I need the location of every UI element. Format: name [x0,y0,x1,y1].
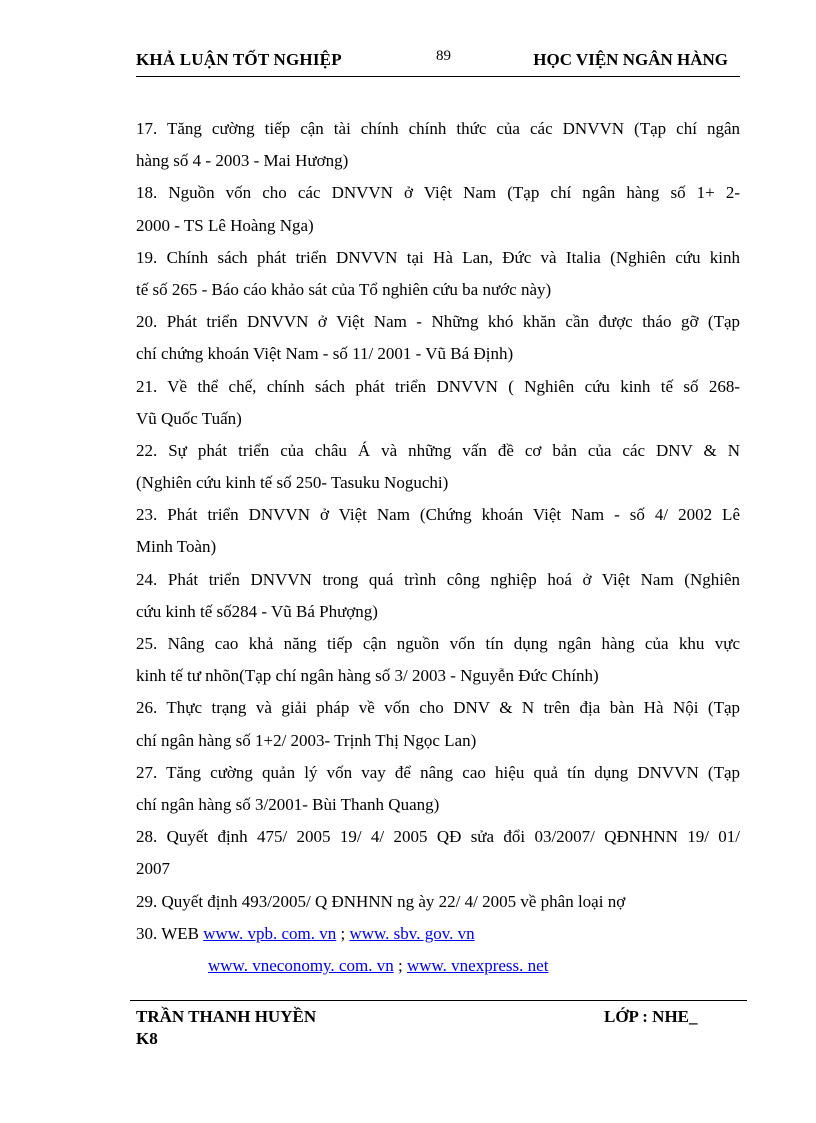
reference-line: kinh tế tư nhõn(Tạp chí ngân hàng số 3/ 2003 - Nguyễn Đức Chính) [136,666,599,686]
reference-line: chí ngân hàng số 3/2001- Bùi Thanh Quang) [136,794,440,814]
reference-line: chí ngân hàng số 1+2/ 2003- Trịnh Thị Ngọc Lan) [136,730,477,750]
references-container [136,113,740,918]
reference-line: 22. Sự phát triển của châu Á và những vấn đề cơ bản của các DNV & N [136,440,740,460]
reference-line: 23. Phát triển DNVVN ở Việt Nam (Chứng khoán Việt Nam - số 4/ 2002 Lê [136,505,740,525]
reference-line: Vũ Quốc Tuấn) [136,408,242,428]
reference-line: 24. Phát triển DNVVN trong quá trình công nghiệp hoá ở Việt Nam (Nghiên [136,569,740,589]
reference-line: 28. Quyết định 475/ 2005 19/ 4/ 2005 QĐ sửa đổi 03/2007/ QĐNHNN 19/ 01/ [136,827,740,847]
link-vnexpress[interactable]: www. vnexpress. net [406,955,549,975]
page-number: 89 [436,48,451,64]
reference-line: 26. Thực trạng và giải pháp về vốn cho DNV & N trên địa bàn Hà Nội (Tạp [136,698,740,718]
reference-line: cứu kinh tế số284 - Vũ Bá Phượng) [136,601,378,621]
reference-line: 20. Phát triển DNVVN ở Việt Nam - Những khó khăn cần được tháo gỡ (Tạp [136,312,740,332]
link-separator: ; [336,923,350,943]
reference-line: chí chứng khoán Việt Nam - số 11/ 2001 - Vũ Bá Định) [136,344,514,364]
link-vpb[interactable]: www. vpb. com. vn [203,923,337,943]
reference-line: 27. Tăng cường quản lý vốn vay để nâng cao hiệu quả tín dụng DNVVN (Tạp [136,762,740,782]
author-name: TRẦN THANH HUYỀN [136,1007,317,1026]
reference-line: 17. Tăng cường tiếp cận tài chính chính thức của các DNVVN (Tạp chí ngân [136,119,740,138]
thesis-title: KHẢ LUẬN TỐT NGHIỆP [136,50,342,69]
reference-list [136,113,740,982]
link-separator: ; [393,955,407,975]
web-prefix: 30. WEB [136,923,204,943]
page-header [136,46,740,77]
reference-line: 29. Quyết định 493/2005/ Q ĐNHNN ng ày 22/ 4/ 2005 về phân loại nợ [136,891,626,911]
reference-line: (Nghiên cứu kinh tế số 250- Tasuku Noguchi) [136,473,449,493]
reference-line: 21. Về thể chế, chính sách phát triển DNVVN ( Nghiên cứu kinh tế số 268- [136,376,740,396]
institution-name: HỌC VIỆN NGÂN HÀNG [533,50,728,69]
class-label: LỚP : NHE_ [604,1007,698,1026]
link-vneconomy[interactable]: www. vneconomy. com. vn [208,955,394,975]
reference-line: hàng số 4 - 2003 - Mai Hương) [136,151,349,171]
reference-line: tế số 265 - Báo cáo khảo sát của Tổ nghiên cứu ba nước này) [136,279,552,299]
reference-line: Minh Toàn) [136,537,217,557]
web-references-line-1 [136,918,740,950]
reference-line: 18. Nguồn vốn cho các DNVVN ở Việt Nam (Tạp chí ngân hàng số 1+ 2- [136,183,740,203]
reference-line: 2007 [136,859,170,879]
web-references-line-2 [136,950,740,982]
reference-line: 2000 - TS Lê Hoàng Nga) [136,215,314,235]
reference-line: 19. Chính sách phát triển DNVVN tại Hà Lan, Đức và Italia (Nghiên cứu kinh [136,247,740,267]
page-footer [130,1000,747,1048]
class-continuation: K8 [136,1029,158,1048]
link-sbv[interactable]: www. sbv. gov. vn [349,923,475,943]
reference-line: 25. Nâng cao khả năng tiếp cận nguồn vốn tín dụng ngân hàng của khu vực [136,634,740,653]
